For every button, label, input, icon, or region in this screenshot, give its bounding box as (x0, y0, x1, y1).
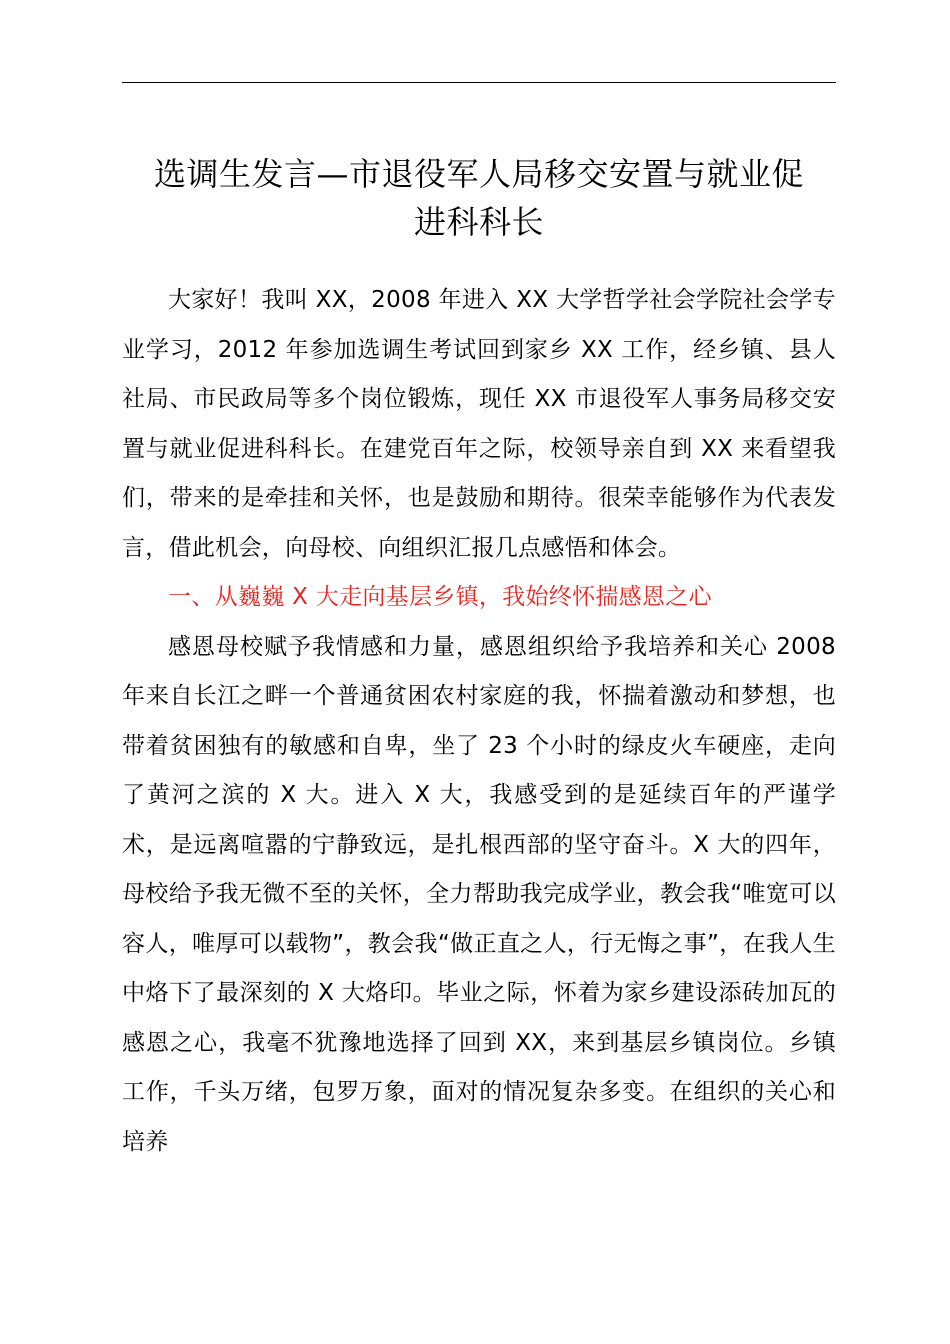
intro-paragraph: 大家好！我叫 XX，2008 年进入 XX 大学哲学社会学院社会学专业学习，2012 年参加选调生考试回到家乡 XX 工作，经乡镇、县人社局、市民政局等多个岗位锻炼，现任 XX 市退役军人事务局移交安置与就业促进科科长。在建党百年之际，校领导亲自到 XX 来看望我们，带来的是牵挂和关怀，也是鼓励和期待。很荣幸能够作为代表发言，借此机会，向母校、向组织汇报几点感悟和体会。 (122, 287, 836, 561)
document-body (122, 276, 836, 1167)
title-line-1: 选调生发言—市退役军人局移交安置与就业促 (153, 155, 804, 193)
section-heading-1: 一、从巍巍 X 大走向基层乡镇，我始终怀揣感恩之心 (168, 584, 712, 610)
document-title (122, 150, 836, 246)
header-rule (122, 82, 836, 83)
title-line-2: 进科科长 (413, 203, 544, 241)
section-1-paragraph: 感恩母校赋予我情感和力量，感恩组织给予我培养和关心 2008 年来自长江之畔一个普通贫困农村家庭的我，怀揣着激动和梦想，也带着贫困独有的敏感和自卑，坐了 23 个小时的绿皮火车硬座，走向了黄河之滨的 X 大。进入 X 大，我感受到的是延续百年的严谨学术，是远离喧嚣的宁静致远，是扎根西部的坚守奋斗。X 大的四年，母校给予我无微不至的关怀，全力帮助我完成学业，教会我“唯宽可以容人，唯厚可以载物”，教会我“做正直之人，行无悔之事”，在我人生中烙下了最深刻的 X 大烙印。毕业之际，怀着为家乡建设添砖加瓦的感恩之心，我毫不犹豫地选择了回到 XX，来到基层乡镇岗位。乡镇工作，千头万绪，包罗万象，面对的情况复杂多变。在组织的关心和培养 (122, 633, 836, 1155)
